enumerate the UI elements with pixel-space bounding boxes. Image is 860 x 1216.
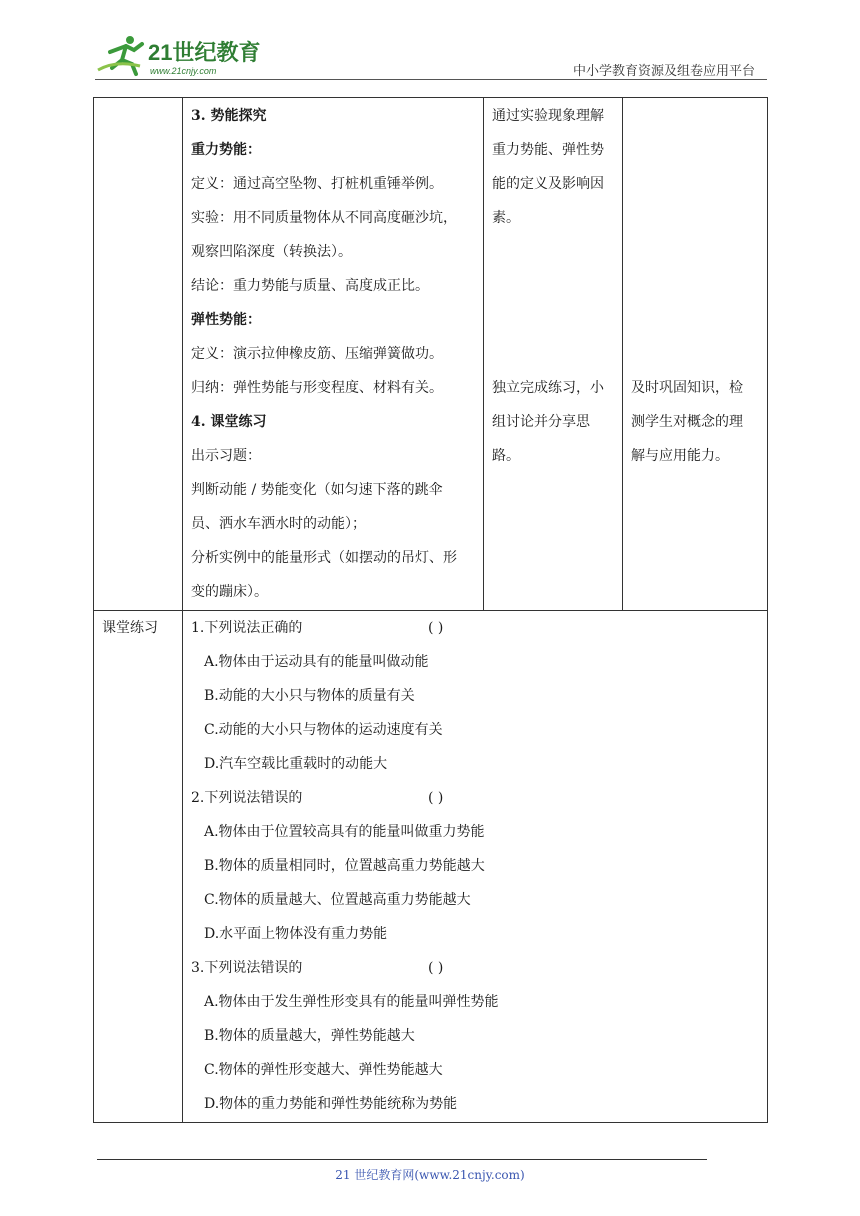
student-activity-line: 独立完成练习，小 <box>492 380 604 396</box>
content-line: 员、洒水车洒水时的动能）； <box>191 516 366 532</box>
answer-blank: ( ) <box>428 960 444 976</box>
table-row-practice <box>94 611 768 1123</box>
student-activity-line: 能的定义及影响因 <box>492 176 604 192</box>
teacher-activity-cell <box>183 98 484 611</box>
content-line: 观察凹陷深度（转换法）。 <box>191 244 352 260</box>
content-line: 出示习题： <box>191 448 261 464</box>
content-line: 定义：演示拉伸橡皮筋、压缩弹簧做功。 <box>191 346 443 362</box>
question-option: B.动能的大小只与物体的质量有关 <box>204 688 415 704</box>
content-line: 变的蹦床）。 <box>191 584 268 600</box>
question-option: A.物体由于运动具有的能量叫做动能 <box>204 654 429 670</box>
practice-label: 课堂练习 <box>102 620 158 636</box>
header-platform-text: 中小学教育资源及组卷应用平台 <box>572 64 755 79</box>
question-option: D.汽车空载比重载时的动能大 <box>204 756 388 772</box>
student-activity-line: 重力势能、弹性势 <box>492 142 604 158</box>
section-heading: 4. 课堂练习 <box>191 414 267 430</box>
table-row-teaching <box>94 98 768 611</box>
student-activity-line: 路。 <box>492 448 520 464</box>
section-heading: 3. 势能探究 <box>191 108 267 124</box>
header-divider <box>95 79 767 80</box>
content-line: 定义：通过高空坠物、打桩机重锤举例。 <box>191 176 443 192</box>
student-activity-line: 通过实验现象理解 <box>492 108 604 124</box>
content-line: 实验：用不同质量物体从不同高度砸沙坑， <box>191 210 457 226</box>
svg-text:21世纪教育: 21世纪教育 <box>148 40 261 65</box>
design-intent-line: 及时巩固知识，检 <box>631 380 743 396</box>
question-stem-text: 3.下列说法错误的 <box>191 960 303 976</box>
student-activity-cell <box>484 98 623 611</box>
practice-label-cell <box>94 611 183 1123</box>
content-line: 归纳：弹性势能与形变程度、材料有关。 <box>191 380 443 396</box>
question-option: C.物体的质量越大、位置越高重力势能越大 <box>204 892 471 908</box>
question-option: D.水平面上物体没有重力势能 <box>204 926 388 942</box>
design-intent-line: 测学生对概念的理 <box>631 414 743 430</box>
question-option: A.物体由于发生弹性形变具有的能量叫弹性势能 <box>204 994 499 1010</box>
svg-text:www.21cnjy.com: www.21cnjy.com <box>150 66 217 76</box>
question-stem-text: 1.下列说法正确的 <box>191 620 303 636</box>
site-logo <box>96 30 266 78</box>
question-option: C.物体的弹性形变越大、弹性势能越大 <box>204 1062 443 1078</box>
section-heading: 弹性势能： <box>191 312 261 328</box>
content-line: 结论：重力势能与质量、高度成正比。 <box>191 278 429 294</box>
answer-blank: ( ) <box>428 620 444 636</box>
section-heading: 重力势能： <box>191 142 261 158</box>
question-option: B.物体的质量相同时，位置越高重力势能越大 <box>204 858 485 874</box>
lesson-plan-table <box>93 97 768 1123</box>
question-stem <box>183 611 767 645</box>
content-line: 分析实例中的能量形式（如摆动的吊灯、形 <box>191 550 457 566</box>
footer-site-text: 21 世纪教育网(www.21cnjy.com) <box>335 1168 525 1182</box>
question-stem-text: 2.下列说法错误的 <box>191 790 303 806</box>
running-person-icon <box>98 36 142 74</box>
student-activity-line: 组讨论并分享思 <box>492 414 590 430</box>
question-option: A.物体由于位置较高具有的能量叫做重力势能 <box>204 824 485 840</box>
design-intent-line: 解与应用能力。 <box>631 448 729 464</box>
question-option: C.动能的大小只与物体的运动速度有关 <box>204 722 443 738</box>
question-stem <box>183 781 767 815</box>
footer-divider <box>97 1159 707 1160</box>
question-stem <box>183 951 767 985</box>
question-option: D.物体的重力势能和弹性势能统称为势能 <box>204 1096 458 1112</box>
content-line: 判断动能 / 势能变化（如匀速下落的跳伞 <box>191 482 443 498</box>
design-intent-cell <box>623 98 768 611</box>
row-label-cell <box>94 98 183 611</box>
student-activity-line: 素。 <box>492 210 520 226</box>
answer-blank: ( ) <box>428 790 444 806</box>
question-option: B.物体的质量越大，弹性势能越大 <box>204 1028 415 1044</box>
practice-questions-cell <box>183 611 768 1123</box>
